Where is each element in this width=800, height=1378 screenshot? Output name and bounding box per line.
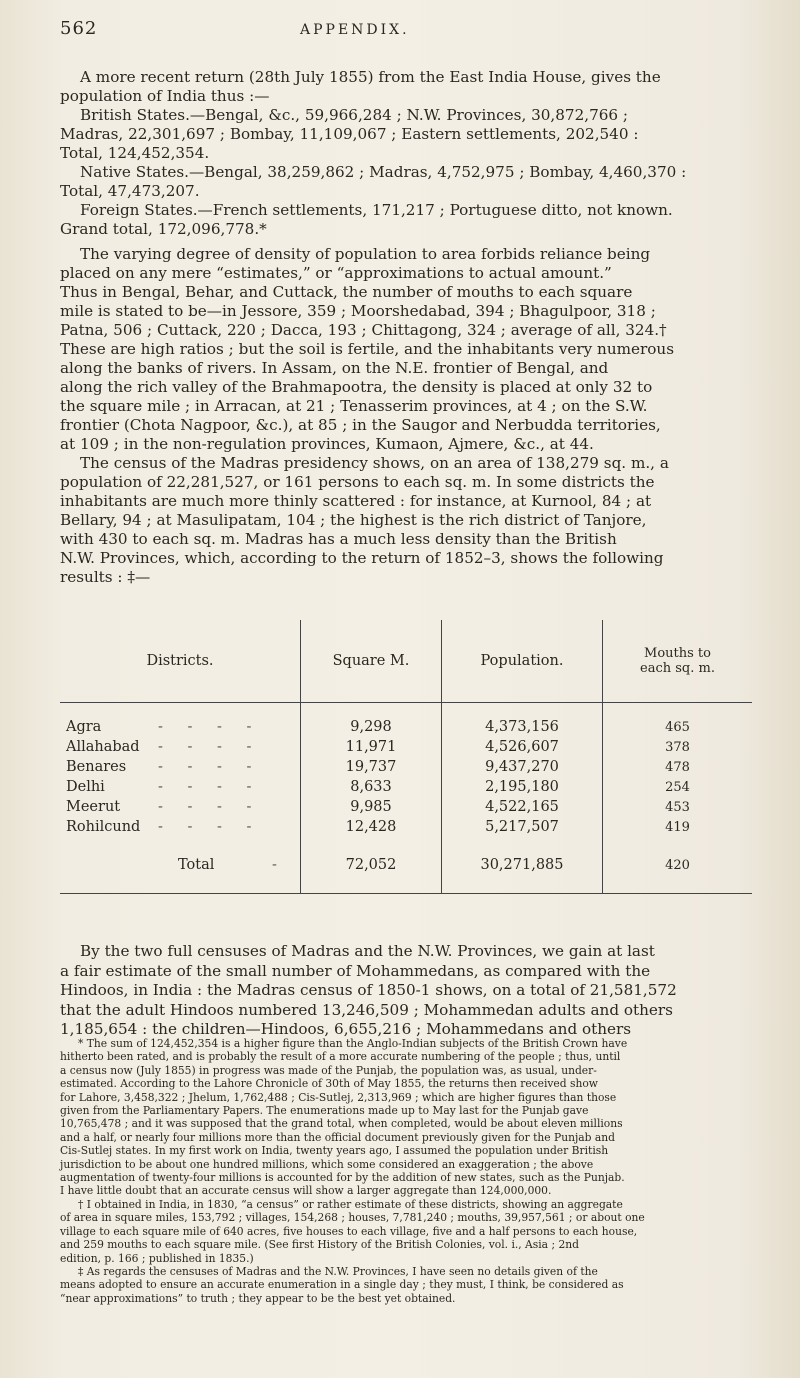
footnote-line: given from the Parliamentary Papers. The enumerations made up to May last for the Punjab gave [60,1104,589,1118]
text-line: Grand total, 172,096,778.* [60,220,267,238]
footnote-line: ‡ As regards the censuses of Madras and the N.W. Provinces, I have seen no details given of the [78,1264,598,1278]
table-row [60,777,752,797]
footnote-line: of area in square miles, 153,792 ; villages, 154,268 ; houses, 7,781,240 ; mouths, 39,957,561 ; or about one [60,1211,645,1225]
text-line: at 109 ; in the non-regulation provinces, Kumaon, Ajmere, &c., at 44. [60,435,594,453]
text-line: the square mile ; in Arracan, at 21 ; Tenasserim provinces, at 4 ; on the S.W. [60,397,648,415]
header-square-miles: Square M. [301,620,442,703]
census-paragraph [60,454,752,587]
text-line: frontier (Chota Nagpoor, &c.), at 85 ; in the Saugor and Nerbudda territories, [60,416,661,434]
text-line: Patna, 506 ; Cuttack, 220 ; Dacca, 193 ; Chittagong, 324 ; average of all, 324.† [60,321,667,339]
text-line: inhabitants are much more thinly scattered : for instance, at Kurnool, 84 ; at [60,492,652,510]
text-line: along the rich valley of the Brahmapootra, the density is placed at only 32 to [60,378,653,396]
mouths-cell: 478 [603,757,753,777]
footnote-line: I have little doubt that an accurate census will show a larger aggregate than 124,000,000. [60,1184,552,1198]
square-cell: 12,428 [301,817,442,837]
population-cell: 4,522,165 [442,797,603,817]
text-line: Madras, 22,301,697 ; Bombay, 11,109,067 ; Eastern settlements, 202,540 : [60,125,639,143]
mouths-cell: 419 [603,817,753,837]
text-line: with 430 to each sq. m. Madras has a much less density than the British [60,530,617,548]
text-line: population of India thus :— [60,87,270,105]
district-cell: Meerut - - - - [66,799,262,815]
density-paragraph [60,245,752,454]
table-row [60,737,752,757]
footnote-line: augmentation of twenty-four millions is accounted for by the addition of new states, such as the Punjab. [60,1171,625,1185]
page-header [60,18,760,48]
square-cell: 8,633 [301,777,442,797]
mouths-cell: 453 [603,797,753,817]
running-head: APPENDIX. [300,22,410,38]
footnote-line: hitherto been rated, and is probably the result of a more accurate numbering of the people ; thus, until [60,1050,621,1064]
text-line: Total, 47,473,207. [60,182,200,200]
district-name: Delhi [66,779,105,795]
footnote-line: * The sum of 124,452,354 is a higher figure than the Anglo-Indian subjects of the British Crown have [78,1037,628,1050]
footnote-line: † I obtained in India, in 1830, “a census” or rather estimate of these districts, showing an aggregate [78,1197,623,1211]
population-cell: 4,373,156 [442,717,603,737]
total-label-cell: Total - [60,855,301,875]
district-cell: Agra - - - - [66,719,262,735]
footnote-line: jurisdiction to be about one hundred millions, which some considered an exaggeration ; the above [60,1157,594,1171]
text-line: Total, 124,452,354. [60,144,210,162]
text-line: These are high ratios ; but the soil is fertile, and the inhabitants very numerous [60,340,674,358]
table-header-row [60,620,752,703]
header-mouths [603,620,753,703]
footnote-line: and 259 mouths to each square mile. (See first History of the British Colonies, vol. i., Asia ; 2nd [60,1238,579,1252]
footnote-line: a census now (July 1855) in progress was made of the Punjab, the population was, as usual, under- [60,1063,597,1077]
text-line: placed on any mere “estimates,” or “approximations to actual amount.” [60,264,612,282]
district-cell: Allahabad - - - - [66,739,262,755]
text-line: Hindoos, in India : the Madras census of 1850-1 shows, on a total of 21,581,572 [60,981,677,1000]
square-cell: 11,971 [301,737,442,757]
total-mouths-cell: 420 [603,855,753,875]
intro-paragraph [60,68,752,239]
footnote-line: estimated. According to the Lahore Chronicle of 30th of May 1855, the returns then received show [60,1077,598,1091]
text-line: Bellary, 94 ; at Masulipatam, 104 ; the highest is the rich district of Tanjore, [60,511,647,529]
text-line: a fair estimate of the small number of Mohammedans, as compared with the [60,961,651,980]
text-line: Thus in Bengal, Behar, and Cuttack, the number of mouths to each square [60,283,633,301]
text-line: N.W. Provinces, which, according to the return of 1852–3, shows the following [60,549,664,567]
footnote-dagger [60,1198,760,1265]
header-mouths-line2: each sq. m. [640,661,715,676]
text-line: The census of the Madras presidency shows, on an area of 138,279 sq. m., a [80,454,669,472]
table-total-row [60,855,752,875]
text-line: mile is stated to be—in Jessore, 359 ; Moorshedabad, 394 ; Bhagulpoor, 318 ; [60,302,656,320]
district-cell: Delhi - - - - [66,779,262,795]
population-cell: 5,217,507 [442,817,603,837]
district-name: Benares [66,759,127,775]
text-line: that the adult Hindoos numbered 13,246,509 ; Mohammedan adults and others [60,1000,673,1019]
text-line: Native States.—Bengal, 38,259,862 ; Madras, 4,752,975 ; Bombay, 4,460,370 : [80,163,687,181]
table-row [60,757,752,777]
mouths-cell: 465 [603,717,753,737]
district-name: Meerut [66,799,121,815]
square-cell: 19,737 [301,757,442,777]
footnote-line: means adopted to ensure an accurate enumeration in a single day ; they must, I think, be considered as [60,1278,624,1292]
table-row [60,717,752,737]
square-cell: 9,298 [301,717,442,737]
footnote-star [60,1037,760,1198]
table-row [60,817,752,837]
footnote-line: “near approximations” to truth ; they appear to be the best yet obtained. [60,1291,456,1305]
square-cell: 9,985 [301,797,442,817]
text-line: By the two full censuses of Madras and the N.W. Provinces, we gain at last [80,942,655,960]
total-label: Total [178,857,215,873]
population-cell: 4,526,607 [442,737,603,757]
header-mouths-line1: Mouths to [644,646,711,661]
mouths-cell: 378 [603,737,753,757]
footnote-line: Cis-Sutlej states. In my first work on India, twenty years ago, I assumed the population under British [60,1144,609,1158]
header-population: Population. [442,620,603,703]
footnote-line: 10,765,478 ; and it was supposed that the grand total, when completed, would be about eleven millions [60,1117,623,1131]
page-number: 562 [60,18,98,39]
district-name: Agra [66,719,102,735]
text-line: results : ‡— [60,568,151,586]
footnote-line: for Lahore, 3,458,322 ; Jhelum, 1,762,488 ; Cis-Sutlej, 2,313,969 ; which are higher figures than those [60,1090,617,1104]
total-population-cell: 30,271,885 [442,855,603,875]
main-text [60,68,752,587]
mohammedan-paragraph [60,942,752,1040]
text-line: population of 22,281,527, or 161 persons to each sq. m. In some districts the [60,473,655,491]
text-line: A more recent return (28th July 1855) from the East India House, gives the [80,68,661,86]
footnote-line: edition, p. 166 ; published in 1835.) [60,1251,254,1265]
total-square-cell: 72,052 [301,855,442,875]
footnotes [60,1037,760,1305]
header-districts: Districts. [60,620,301,703]
district-cell: Benares - - - - [66,759,262,775]
footnote-line: and a half, or nearly four millions more than the official document previously given for the Punjab and [60,1130,615,1144]
table-row [60,797,752,817]
text-line: The varying degree of density of population to area forbids reliance being [80,245,651,263]
text-line: along the banks of rivers. In Assam, on the N.E. frontier of Bengal, and [60,359,609,377]
footnote-double-dagger [60,1265,760,1305]
district-cell: Rohilcund - - - - [66,819,262,835]
text-line: 1,185,654 : the children—Hindoos, 6,655,216 ; Mohammedans and others [60,1020,632,1039]
footnote-line: village to each square mile of 640 acres, five houses to each village, five and a half persons to each house, [60,1224,638,1238]
population-cell: 2,195,180 [442,777,603,797]
population-cell: 9,437,270 [442,757,603,777]
district-name: Allahabad [66,739,140,755]
text-line: British States.—Bengal, &c., 59,966,284 ; N.W. Provinces, 30,872,766 ; [80,106,629,124]
census-table [60,620,752,894]
mouths-cell: 254 [603,777,753,797]
text-line: Foreign States.—French settlements, 171,217 ; Portuguese ditto, not known. [80,201,673,219]
district-name: Rohilcund [66,819,141,835]
